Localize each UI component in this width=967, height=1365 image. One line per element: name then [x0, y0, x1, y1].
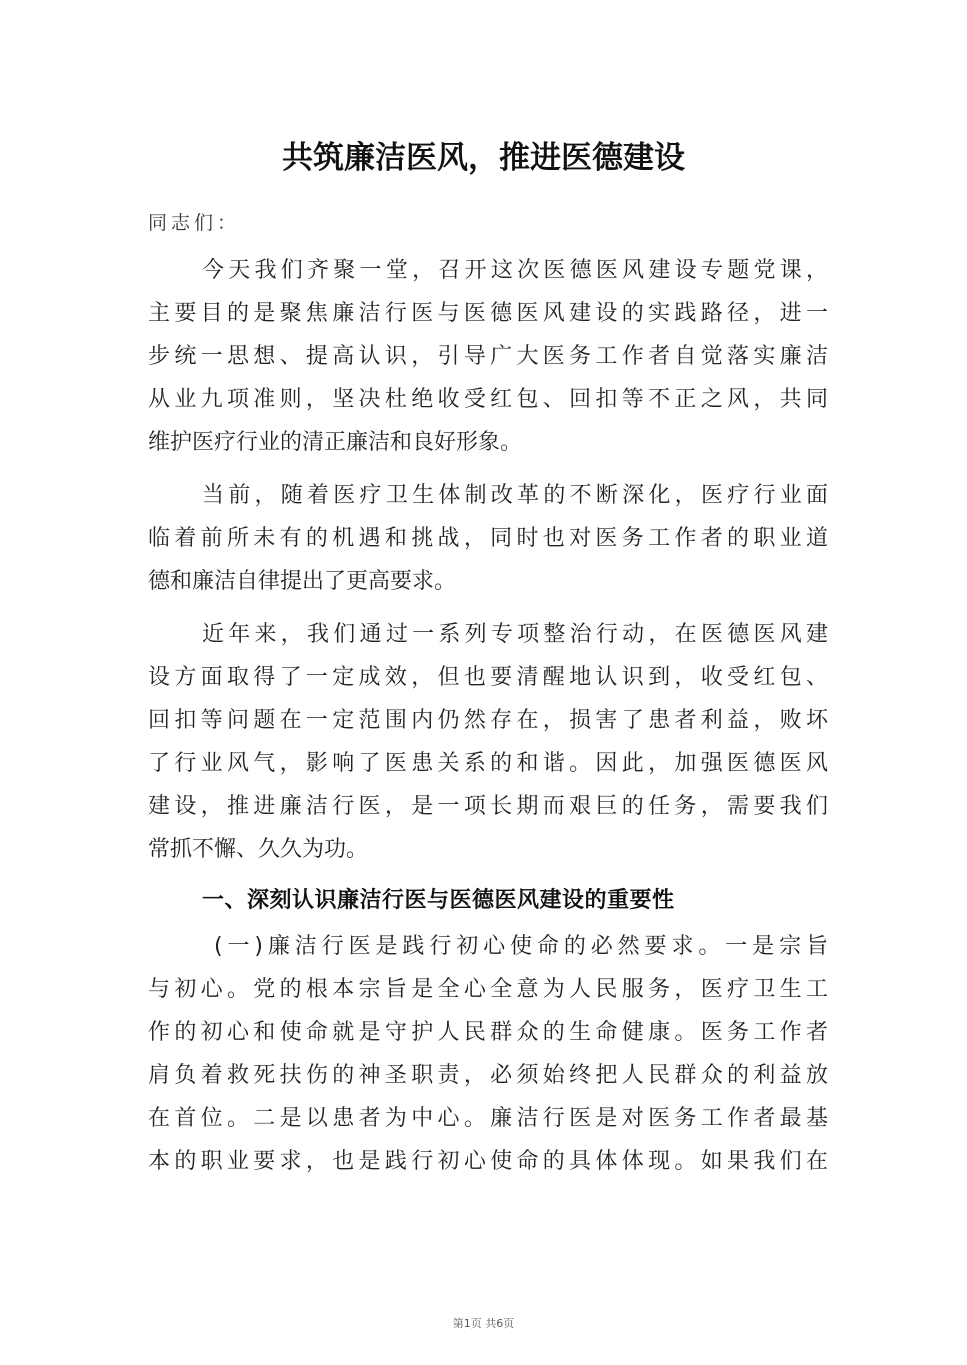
paragraph-line: 主要目的是聚焦廉洁行医与医德医风建设的实践路径，进一: [148, 301, 828, 326]
paragraph-line: 今天我们齐聚一堂，召开这次医德医风建设专题党课，: [202, 258, 828, 283]
paragraph-line: 近年来，我们通过一系列专项整治行动，在医德医风建: [202, 622, 828, 647]
paragraph-line: 与初心。党的根本宗旨是全心全意为人民服务，医疗卫生工: [148, 977, 828, 1002]
paragraph-line: 建设，推进廉洁行医，是一项长期而艰巨的任务，需要我们: [148, 794, 828, 819]
salutation: 同志们：: [148, 212, 241, 234]
paragraph-line: 设方面取得了一定成效，但也要清醒地认识到，收受红包、: [148, 665, 828, 690]
paragraph-line: 步统一思想、提高认识，引导广大医务工作者自觉落实廉洁: [148, 344, 828, 369]
paragraph-line: 从业九项准则，坚决杜绝收受红包、回扣等不正之风，共同: [148, 387, 828, 412]
paragraph-line: 当前，随着医疗卫生体制改革的不断深化，医疗行业面: [202, 483, 828, 508]
paragraph-line: 回扣等问题在一定范围内仍然存在，损害了患者利益，败坏: [148, 708, 828, 733]
paragraph-line: 肩负着救死扶伤的神圣职责，必须始终把人民群众的利益放: [148, 1063, 828, 1088]
page-number-footer: 第1页 共6页: [452, 1317, 515, 1330]
paragraph-line: 作的初心和使命就是守护人民群众的生命健康。医务工作者: [148, 1020, 828, 1045]
paragraph-line: 本的职业要求，也是践行初心使命的具体体现。如果我们在: [148, 1149, 828, 1174]
paragraph-line: 了行业风气，影响了医患关系的和谐。因此，加强医德医风: [148, 751, 828, 776]
document-title: 共筑廉洁医风，推进医德建设: [282, 140, 685, 176]
paragraph-line: 在首位。二是以患者为中心。廉洁行医是对医务工作者最基: [148, 1106, 828, 1131]
paragraph-line: (一)廉洁行医是践行初心使命的必然要求。一是宗旨: [214, 934, 828, 959]
paragraph-line: 常抓不懈、久久为功。: [148, 837, 369, 862]
paragraph-line: 维护医疗行业的清正廉洁和良好形象。: [148, 430, 523, 455]
paragraph-line: 临着前所未有的机遇和挑战，同时也对医务工作者的职业道: [148, 526, 828, 551]
section-heading: 一、深刻认识廉洁行医与医德医风建设的重要性: [202, 888, 675, 913]
paragraph-line: 德和廉洁自律提出了更高要求。: [148, 569, 457, 594]
